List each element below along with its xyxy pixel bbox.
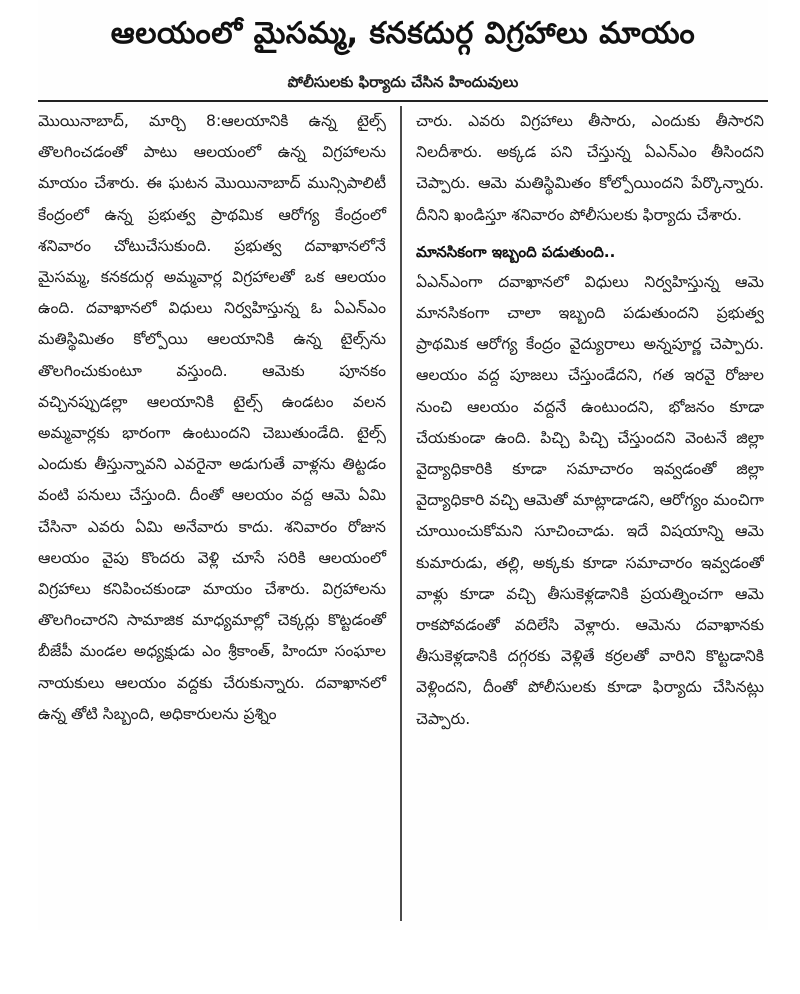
column-divider [400,106,402,921]
left-column-text: మొయినాబాద్, మార్చి 8:ఆలయానికి ఉన్న టైల్స్ తొలగించడంతో పాటు ఆలయంలో ఉన్న విగ్రహాలను మాయం చేశారు. ఈ ఘటన మొయినాబాద్ మున్సిపాలిటీ కేంద్రంలో ఉన్న ప్రభుత్వ ప్రాథమిక ఆరోగ్య కేంద్రంలో శనివారం చోటుచేసుకుంది. ప్రభుత్వ దవాఖానలోనే మైసమ్మ, కనకదుర్గ అమ్మవార్ల విగ్రహాలతో ఒక ఆలయం ఉంది. దవాఖానలో విధులు నిర్వహిస్తున్న ఓ ఏఎన్ఎం మతిస్థిమితం కోల్పోయి ఆలయానికి ఉన్న టైల్స్‌ను తొలగించుకుంటూ వస్తుంది. ఆమెకు పూనకం వచ్చినప్పుడల్లా ఆలయానికి టైల్స్ ఉండటం వలన అమ్మవార్లకు భారంగా ఉంటుందని చెబుతుండేది. టైల్స్ ఎందుకు తీస్తున్నావని ఎవరైనా అడుగుతే వాళ్లను తిట్టడం వంటి పనులు చేస్తుంది. దీంతో ఆలయం వద్ద ఆమె ఏమి చేసినా ఎవరు ఏమి అనేవారు కాదు. శనివారం రోజున ఆలయం వైపు కొందరు వెళ్లి చూసే సరికి ఆలయంలో విగ్రహాలు కనిపించకుండా మాయం చేశారు. విగ్రహాలను తొలగించారని సామాజిక మాధ్యమాల్లో చెక్కర్లు కొట్టడంతో బీజేపీ మండల అధ్యక్షుడు ఎం శ్రీకాంత్, హిందూ సంఘాల నాయకులు ఆలయం వద్దకు చేరుకున్నారు. దవాఖానలో ఉన్న తోటి సిబ్బంది, అధికారులను ప్రశ్నిం [38,112,386,723]
right-column-text-part1: చారు. ఎవరు విగ్రహాలు తీసారు, ఎందుకు తీసారని నిలదీశారు. అక్కడ పని చేస్తున్న ఏఎన్ఎం తీసిందని చెప్పారు. ఆమె మతిస్థిమితం కోల్పోయిందని పేర్కొన్నారు. దీనిని ఖండిస్తూ శనివారం పోలీసులకు ఫిర్యాదు చేశారు. [416,112,764,224]
subheadline: పోలీసులకు ఫిర్యాదు చేసిన హిందువులు [287,73,519,91]
left-column [38,106,394,921]
subheadline-wrap [38,72,768,94]
header-rule [38,100,768,102]
article-columns [38,106,768,921]
news-clipping [38,0,768,930]
section-heading: మానసికంగా ఇబ్బంది పడుతుంది.. [416,242,616,261]
right-column-text-part2: ఏఎన్ఎంగా దవాఖానలో విధులు నిర్వహిస్తున్న ఆమె మానసికంగా చాలా ఇబ్బంది పడుతుందని ప్రభుత్వ ప్రాథమిక ఆరోగ్య కేంద్రం వైద్యురాలు అన్నపూర్ణ చెప్పారు. ఆలయం వద్ద పూజలు చేస్తుండేదని, గత ఇరవై రోజుల నుంచి ఆలయం వద్దనే ఉంటుందని, భోజనం కూడా చేయకుండా ఉంది. పిచ్చి పిచ్చి చేస్తుందని వెంటనే జిల్లా వైద్యాధికారికి కూడా సమాచారం ఇవ్వడంతో జిల్లా వైద్యాధికారి వచ్చి ఆమెతో మాట్లాడాడని, ఆరోగ్యం మంచిగా చూయించుకోమని సూచించాడు. ఇదే విషయాన్ని ఆమె కుమారుడు, తల్లి, అక్కకు కూడా సమాచారం ఇవ్వడంతో వాళ్లు కూడా వచ్చి తీసుకెళ్లడానికి ప్రయత్నించగా ఆమె రాకపోవడంతో వదిలేసి వెళ్లారు. ఆమెను దవాఖానకు తీసుకెళ్లడానికి దగ్గరకు వెళ్లితే కర్రలతో వారిని కొట్టడానికి వెళ్లిందని, దీంతో పోలీసులకు కూడా ఫిర్యాదు చేసినట్లు చెప్పారు. [416,272,764,728]
headline: ఆలయంలో మైసమ్మ, కనకదుర్గ విగ్రహాలు మాయం [110,16,696,51]
right-column [408,106,764,921]
